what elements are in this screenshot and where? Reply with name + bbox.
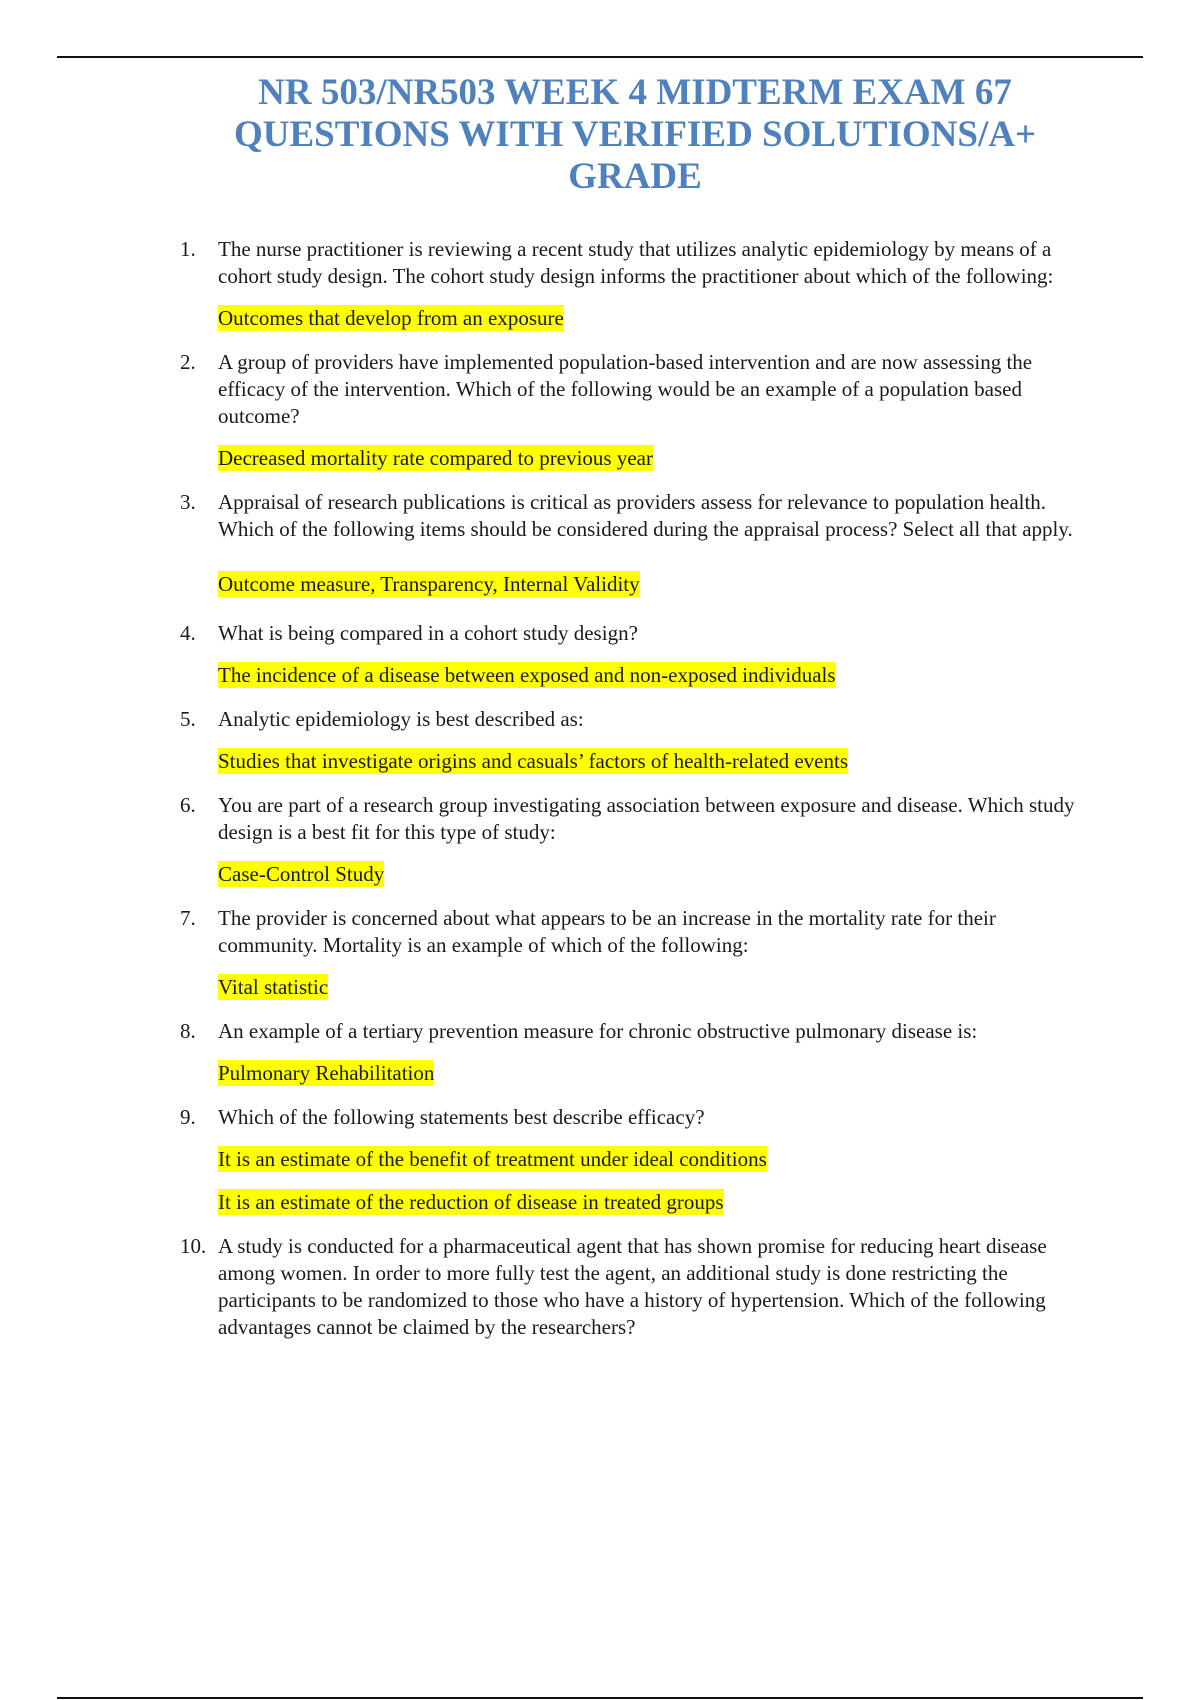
answer-highlight: Studies that investigate origins and casuals’ factors of health-related events: [218, 749, 848, 773]
question-number: 2.: [180, 350, 196, 374]
question-list: [0, 236, 1200, 1341]
question-text: An example of a tertiary prevention measure for chronic obstructive pulmonary disease is:: [218, 1019, 978, 1043]
question-text: You are part of a research group investigating association between exposure and disease. Which study design is a best fit for this type of study:: [218, 793, 1075, 844]
question-number: 8.: [180, 1019, 196, 1043]
question-text: A group of providers have implemented population-based intervention and are now assessing the efficacy of the intervention. Which of the following would be an example of a population based outcome?: [218, 350, 1033, 428]
question-number: 4.: [180, 621, 196, 645]
question-text: Which of the following statements best describe efficacy?: [218, 1105, 705, 1129]
top-rule: [57, 56, 1143, 58]
question-number: 7.: [180, 906, 196, 930]
answer-highlight: The incidence of a disease between exposed and non-exposed individuals: [218, 663, 836, 687]
question-item: [0, 792, 1200, 888]
answer-highlight: Outcome measure, Transparency, Internal Validity: [218, 572, 640, 596]
answer-highlight: Vital statistic: [218, 975, 329, 999]
question-number: 6.: [180, 793, 196, 817]
question-text: Analytic epidemiology is best described as:: [218, 707, 584, 731]
document-title: NR 503/NR503 WEEK 4 MIDTERM EXAM 67 QUESTIONS WITH VERIFIED SOLUTIONS/A+ GRADE: [233, 72, 1037, 197]
answer-highlight: Case-Control Study: [218, 862, 385, 886]
question-item: [0, 905, 1200, 1001]
question-number: 1.: [180, 237, 196, 261]
question-item: [0, 620, 1200, 689]
question-number: 10.: [180, 1234, 207, 1258]
bottom-rule: [57, 1697, 1143, 1699]
question-text: The provider is concerned about what appears to be an increase in the mortality rate for their community. Mortality is an example of which of the following:: [218, 906, 996, 957]
answer-highlight: Pulmonary Rehabilitation: [218, 1061, 435, 1085]
question-text: A study is conducted for a pharmaceutical agent that has shown promise for reducing heart disease among women. In order to more fully test the agent, an additional study is done restricting the participants to be randomized to those who have a history of hypertension. Which of the following advantages cannot be claimed by the researchers?: [218, 1234, 1047, 1339]
question-number: 9.: [180, 1105, 196, 1129]
question-text: What is being compared in a cohort study design?: [218, 621, 638, 645]
question-item: [0, 236, 1200, 332]
question-item: [0, 1018, 1200, 1087]
question-text: Appraisal of research publications is critical as providers assess for relevance to population health. Which of the following items should be considered during the appraisal process? Select all that apply.: [218, 490, 1073, 541]
question-item: [0, 349, 1200, 472]
answer-highlight: Decreased mortality rate compared to previous year: [218, 446, 653, 470]
answer-highlight: It is an estimate of the reduction of disease in treated groups: [218, 1190, 724, 1214]
question-item: [0, 1104, 1200, 1216]
question-item: [0, 1233, 1200, 1341]
question-number: 3.: [180, 490, 196, 514]
question-number: 5.: [180, 707, 196, 731]
question-item: [0, 706, 1200, 775]
answer-highlight: It is an estimate of the benefit of treatment under ideal conditions: [218, 1147, 767, 1171]
question-text: The nurse practitioner is reviewing a recent study that utilizes analytic epidemiology by means of a cohort study design. The cohort study design informs the practitioner about which of the following:: [218, 237, 1054, 288]
question-item: [0, 489, 1200, 598]
answer-highlight: Outcomes that develop from an exposure: [218, 306, 564, 330]
